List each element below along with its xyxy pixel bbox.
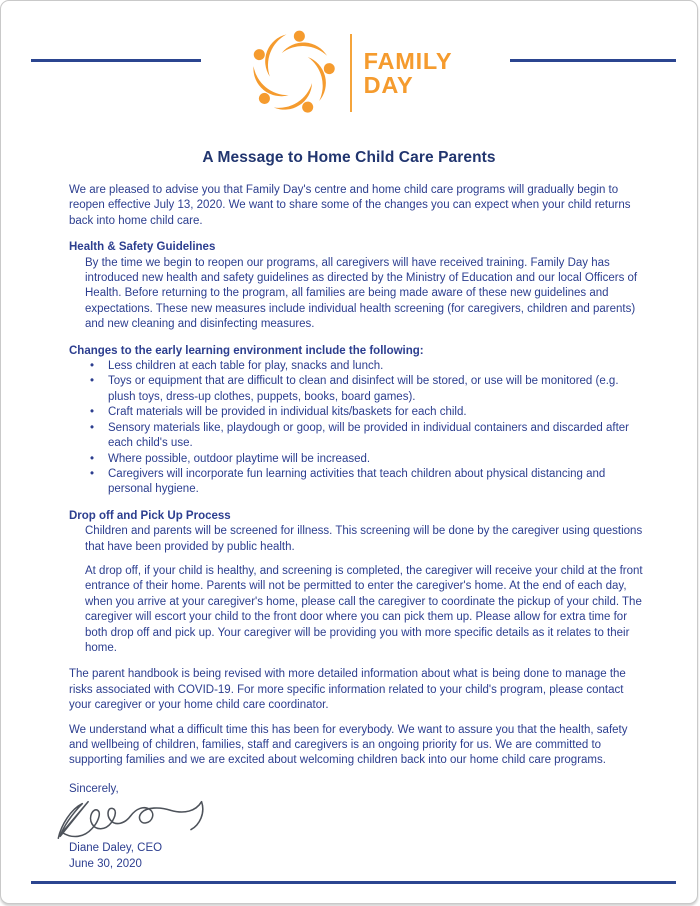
list-item: • Where possible, outdoor playtime will be increased. [69, 452, 645, 467]
dropoff-pickup-heading: Drop off and Pick Up Process [69, 509, 231, 522]
logo-wordmark [364, 49, 453, 98]
logo-divider [350, 34, 352, 112]
list-item: • Caregivers will incorporate fun learning activities that teach children about physical distancing and personal hygiene. [69, 467, 645, 498]
changes-bullet-list [69, 359, 645, 498]
logo-word-day: DAY [363, 72, 414, 98]
list-item: • Sensory materials like, playdough or goop, will be provided in individual containers and discarded after each child's use. [69, 421, 645, 452]
dropoff-detail-paragraph: At drop off, if your child is healthy, and screening is completed, the caregiver will receive your child at the front entrance of their home. Parents will not be permitted to enter the caregiver's home. At the end of each day, when you arrive at your caregiver's home, please call the caregiver to coordinate the pickup of your child. The caregiver will escort your child to the front door where you can pick them up. Please allow for extra time for both drop off and pick up. Your caregiver will be providing you with more specific details as it relates to their home. [85, 564, 643, 654]
list-item: • Less children at each table for play, snacks and lunch. [69, 359, 645, 374]
family-day-swirl-icon [246, 27, 338, 119]
family-day-logo [1, 27, 697, 119]
signature-handwriting [52, 794, 230, 844]
list-item: • Craft materials will be provided in individual kits/baskets for each child. [69, 405, 645, 420]
signature-name: Diane Daley, CEO [69, 842, 163, 855]
changes-heading: Changes to the early learning environment include the following: [69, 344, 424, 357]
reassurance-paragraph: We understand what a difficult time this has been for everybody. We want to assure you that the health, safety and wellbeing of children, families, staff and caregivers is an ongoing priority for us. We are committed to supporting families and we are excited about welcoming children back into our home child care programs. [69, 723, 628, 767]
list-item: • Toys or equipment that are difficult to clean and disinfect will be stored, or use will be monitored (e.g. plush toys, dress-up clothes, puppets, books, board games). [69, 374, 645, 405]
logo-word-family: FAMILY [363, 47, 453, 74]
page-title: A Message to Home Child Care Parents [202, 149, 496, 166]
letter-body [1, 183, 697, 872]
letterhead [1, 1, 697, 123]
signoff-text: Sincerely, [69, 782, 119, 795]
signature-date: June 30, 2020 [69, 857, 142, 870]
handbook-paragraph: The parent handbook is being revised with more detailed information about what is being done to manage the risks associated with COVID-19. For more specific information related to your child's program, please contact your caregiver or your home child care coordinator. [69, 668, 626, 712]
screening-paragraph: Children and parents will be screened for illness. This screening will be done by the caregiver using questions that have been provided by public health. [85, 525, 643, 553]
health-safety-paragraph: By the time we begin to reopen our programs, all caregivers will have received training. Family Day has introduced new health and safety guidelines as directed by the Ministry of Education and our local Officers of Health. Before returning to the program, all families are being made aware of these new guidelines and expectations. These new measures include individual health screening (for caregivers, children and parents) and new cleaning and disinfecting measures. [85, 256, 638, 331]
intro-paragraph: We are pleased to advise you that Family Day's centre and home child care programs will gradually begin to reopen effective July 13, 2020. We want to share some of the changes you can expect when your child returns back into home child care. [69, 184, 631, 227]
footer-rule [31, 881, 676, 884]
health-safety-heading: Health & Safety Guidelines [69, 241, 216, 254]
